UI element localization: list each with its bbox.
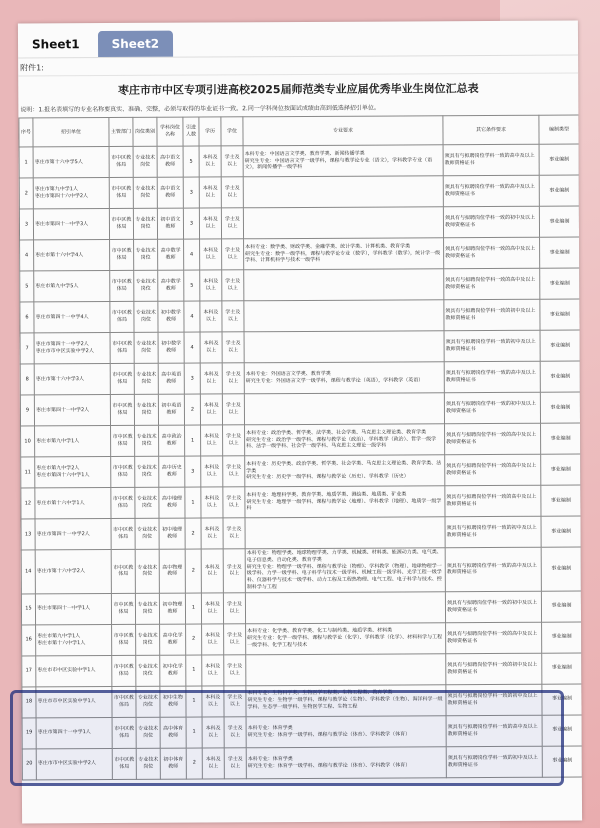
cell-degree: 学士及以上 — [223, 518, 245, 549]
cell-department: 市中区教体局 — [110, 394, 134, 425]
cell-education: 本科及以上 — [202, 623, 224, 654]
cell-department: 市中区教体局 — [111, 593, 135, 624]
cell-other: 须具有与拟聘岗位学科一致的高中及以上教师资格证书 — [444, 268, 540, 300]
cell-other: 须具有与拟聘岗位学科一致的初中及以上教师资格证书 — [445, 591, 541, 623]
cell-staffing: 事业编制 — [542, 715, 582, 746]
cell-department: 市中区教体局 — [111, 456, 135, 487]
cell-education: 本科及以上 — [200, 394, 222, 425]
cell-count: 2 — [186, 624, 202, 655]
cell-staffing: 事业编制 — [542, 622, 582, 653]
cell-count: 1 — [185, 425, 201, 456]
tab-sheet1[interactable]: Sheet1 — [31, 37, 80, 52]
cell-major — [245, 517, 445, 549]
cell-post-type: 专业技术岗位 — [136, 655, 160, 686]
cell-degree: 学士及以上 — [224, 685, 246, 716]
header-subject: 学科岗位名称 — [157, 117, 183, 146]
positions-table — [18, 115, 582, 780]
cell-degree: 学士及以上 — [222, 363, 244, 394]
cell-major — [244, 393, 444, 425]
cell-other: 须具有与拟聘岗位学科一致的高中及以上教师资格证书 — [444, 361, 540, 393]
table-row — [21, 423, 581, 457]
cell-other: 须具有与拟聘岗位学科一致的高中及以上教师资格证书 — [443, 175, 539, 207]
cell-other: 须具有与拟聘岗位学科一致的初中及以上教师资格证书 — [444, 299, 540, 331]
table-row — [19, 175, 579, 209]
cell-post-type: 专业技术岗位 — [136, 686, 160, 717]
cell-major: 本科专业：化学类、教育学类、化工与制药类、地质学类、材料类 研究生专业：化学一级学科、课程与教学论（化学）、学科教学（化学）、材料科学与工程一级学科、化学工程与技术 — [246, 622, 446, 654]
cell-major: 本科专业：外国语言文学类、教育学类 研究生专业：外国语言文学一级学科，课程与教学论（英语），学科教学（英语） — [244, 362, 444, 394]
table-row — [22, 746, 582, 780]
cell-staffing: 事业编制 — [542, 746, 582, 777]
cell-degree: 学士及以上 — [223, 487, 245, 518]
cell-other: 须具有与拟聘岗位学科一致的初中及以上教师资格证书 — [443, 206, 539, 238]
cell-major: 本科专业：体育学类 研究生专业：体育学一级学科、课程与教学论（体育）、学科教学（体育） — [246, 715, 446, 747]
cell-index: 5 — [20, 271, 34, 302]
cell-degree: 学士及以上 — [223, 549, 245, 593]
cell-unit: 枣庄市第九中学5人 — [34, 270, 110, 301]
header-other: 其它条件要求 — [443, 115, 539, 145]
table-row — [21, 547, 581, 593]
cell-post-type: 专业技术岗位 — [134, 301, 158, 332]
cell-subject: 初中地理教师 — [159, 518, 185, 549]
cell-other: 须具有与拟聘岗位学科一致的初中及以上教师资格证书 — [446, 746, 542, 778]
cell-degree: 学士及以上 — [224, 623, 246, 654]
cell-major: 本科专业：地理科学类、教育学类、地质学类、测绘类、地质类、矿业类 研究生专业：地理学一级学科、课程与教学论（地理）、学科教学（地理）、地质学一级学科 — [245, 486, 445, 518]
cell-index: 7 — [20, 333, 34, 364]
cell-degree: 学士及以上 — [224, 716, 246, 747]
cell-index: 18 — [22, 686, 36, 717]
cell-count: 4 — [184, 332, 200, 363]
cell-other: 须具有与拟聘岗位学科一致的初中及以上教师资格证书 — [445, 516, 541, 548]
cell-count: 5 — [183, 146, 199, 177]
cell-degree: 学士及以上 — [222, 332, 244, 363]
cell-count: 3 — [184, 363, 200, 394]
cell-staffing: 事业编制 — [541, 516, 581, 547]
cell-education: 本科及以上 — [199, 146, 221, 177]
cell-subject: 高中地理教师 — [159, 487, 185, 518]
cell-subject: 初中生物教师 — [160, 686, 186, 717]
cell-count: 1 — [186, 717, 202, 748]
cell-unit: 枣庄市第四十一中学2人 枣庄市市中区实验中学2人 — [34, 332, 110, 363]
cell-department: 市中区教体局 — [112, 655, 136, 686]
header-post-type: 岗位类别 — [133, 117, 157, 146]
cell-degree: 学士及以上 — [221, 208, 243, 239]
cell-major — [244, 331, 444, 363]
cell-subject: 初中体育教师 — [160, 748, 186, 779]
cell-department: 市中区教体局 — [109, 208, 133, 239]
cell-major: 本科专业：体育学类 研究生专业：体育学一级学科、课程与教学论（体育）、学科教学（体育） — [246, 746, 446, 778]
cell-staffing: 事业编制 — [541, 454, 581, 485]
cell-subject: 高中数学教师 — [158, 270, 184, 301]
header-major: 专业要求 — [243, 116, 443, 146]
cell-subject: 初中数学教师 — [158, 332, 184, 363]
cell-unit: 枣庄市第四十一中学1人 — [36, 717, 112, 748]
cell-department: 市中区教体局 — [112, 686, 136, 717]
cell-education: 本科及以上 — [201, 487, 223, 518]
header-index: 序号 — [19, 118, 33, 147]
cell-post-type: 专业技术岗位 — [134, 363, 158, 394]
cell-subject: 高中物理教师 — [159, 549, 185, 593]
cell-staffing: 事业编制 — [539, 175, 579, 206]
header-staffing: 编制类型 — [539, 115, 579, 144]
cell-other: 须具有与拟聘岗位学科一致的初中及以上教师资格证书 — [444, 392, 540, 424]
cell-count: 4 — [184, 239, 200, 270]
cell-department: 市中区教体局 — [111, 549, 135, 593]
cell-index: 15 — [21, 593, 35, 624]
cell-degree: 学士及以上 — [221, 146, 243, 177]
table-row — [20, 237, 580, 271]
sheet-tabs — [18, 21, 578, 59]
cell-department: 市中区教体局 — [112, 624, 136, 655]
cell-subject: 初中语文教师 — [157, 208, 183, 239]
cell-degree: 学士及以上 — [224, 747, 246, 778]
cell-department: 市中区教体局 — [110, 301, 134, 332]
cell-education: 本科及以上 — [199, 177, 221, 208]
cell-unit: 枣庄市第九中学1人 枣庄市第十六中学1人 — [36, 624, 112, 655]
table-row — [21, 591, 581, 625]
cell-education: 本科及以上 — [200, 270, 222, 301]
cell-post-type: 专业技术岗位 — [135, 549, 159, 593]
table-row — [21, 516, 581, 550]
cell-education: 本科及以上 — [201, 456, 223, 487]
cell-education: 本科及以上 — [201, 425, 223, 456]
cell-index: 10 — [21, 426, 35, 457]
cell-major — [246, 653, 446, 685]
cell-staffing: 事业编制 — [540, 330, 580, 361]
cell-count: 1 — [185, 593, 201, 624]
table-row — [21, 485, 581, 519]
cell-department: 市中区教体局 — [110, 239, 134, 270]
cell-major — [245, 591, 445, 623]
cell-major — [244, 300, 444, 332]
cell-unit: 枣庄市第九中学2人 枣庄市第四十六中学1人 — [35, 456, 111, 487]
cell-staffing: 事业编制 — [541, 547, 581, 591]
cell-subject: 高中语文教师 — [157, 177, 183, 208]
cell-major — [243, 207, 443, 239]
cell-unit: 枣庄市第九中学1人 — [35, 425, 111, 456]
cell-index: 13 — [21, 519, 35, 550]
tab-sheet2[interactable]: Sheet2 — [98, 31, 174, 57]
cell-other: 须具有与拟聘岗位学科一致的高中及以上教师资格证书 — [445, 454, 541, 486]
cell-count: 3 — [183, 208, 199, 239]
cell-index: 9 — [20, 395, 34, 426]
cell-staffing: 事业编制 — [540, 237, 580, 268]
cell-subject: 高中数学教师 — [158, 239, 184, 270]
cell-other: 须具有与拟聘岗位学科一致的高中及以上教师资格证书 — [443, 144, 539, 176]
cell-staffing: 事业编制 — [540, 361, 580, 392]
cell-major — [243, 176, 443, 208]
cell-count: 4 — [184, 301, 200, 332]
cell-count: 3 — [185, 456, 201, 487]
cell-unit: 枣庄市市中区实验中学1人 — [36, 686, 112, 717]
cell-department: 市中区教体局 — [112, 748, 136, 779]
cell-staffing: 事业编制 — [541, 485, 581, 516]
cell-education: 本科及以上 — [200, 301, 222, 332]
cell-post-type: 专业技术岗位 — [136, 624, 160, 655]
cell-post-type: 专业技术岗位 — [134, 270, 158, 301]
cell-post-type: 专业技术岗位 — [134, 332, 158, 363]
cell-unit: 枣庄市市中区实验中学1人 — [36, 655, 112, 686]
header-department: 主管部门 — [109, 117, 133, 146]
cell-education: 本科及以上 — [201, 518, 223, 549]
cell-staffing: 事业编制 — [540, 268, 580, 299]
cell-post-type: 专业技术岗位 — [135, 518, 159, 549]
cell-department: 市中区教体局 — [110, 270, 134, 301]
cell-other: 须具有与拟聘岗位学科一致的初中及以上教师资格证书 — [444, 330, 540, 362]
cell-degree: 学士及以上 — [223, 456, 245, 487]
cell-degree: 学士及以上 — [222, 239, 244, 270]
cell-degree: 学士及以上 — [222, 270, 244, 301]
cell-count: 1 — [186, 655, 202, 686]
cell-subject: 高中体育教师 — [160, 717, 186, 748]
table-row — [20, 330, 580, 364]
cell-unit: 枣庄市第十六中学2人 — [35, 549, 111, 593]
cell-major: 本科专业：历史学类、政治学类、哲学类、社会学类、马克思主义理论类、教育学类、法学类 研究生专业：历史学一级学科、课程与教学论（历史）、学科教学（历史） — [245, 455, 445, 487]
cell-degree: 学士及以上 — [223, 592, 245, 623]
header-unit: 招引单位 — [33, 117, 109, 146]
cell-education: 本科及以上 — [200, 239, 222, 270]
cell-other: 须具有与拟聘岗位学科一致的高中及以上教师资格证书 — [444, 237, 540, 269]
cell-unit: 枣庄市第四十一中学1人 — [35, 593, 111, 624]
cell-count: 2 — [184, 394, 200, 425]
cell-unit: 枣庄市第十六中学5人 — [33, 146, 109, 177]
cell-subject: 初中英语教师 — [158, 394, 184, 425]
cell-unit: 枣庄市第四十一中学2人 — [34, 394, 110, 425]
cell-degree: 学士及以上 — [222, 301, 244, 332]
header-education: 学历 — [199, 117, 221, 146]
cell-count: 5 — [184, 270, 200, 301]
cell-other: 须具有与拟聘岗位学科一致的高中及以上教师资格证书 — [446, 715, 542, 747]
table-row — [21, 454, 581, 488]
cell-education: 本科及以上 — [202, 654, 224, 685]
cell-staffing: 事业编制 — [540, 299, 580, 330]
cell-education: 本科及以上 — [202, 685, 224, 716]
cell-department: 市中区教体局 — [110, 332, 134, 363]
cell-post-type: 专业技术岗位 — [135, 487, 159, 518]
cell-major: 本科专业：数学类、财政学类、金融学类、统计学类、计算机类、教育学类 研究生专业：数学一级学科，课程与教学论专业（数学），学科教学（数学），统计学一级学科、计算机科学与技术一级学科 — [244, 238, 444, 270]
cell-other: 须具有与拟聘岗位学科一致的高中及以上教师资格证书 — [445, 547, 541, 591]
cell-post-type: 专业技术岗位 — [133, 208, 157, 239]
cell-index: 16 — [22, 624, 36, 655]
cell-post-type: 专业技术岗位 — [135, 593, 159, 624]
cell-education: 本科及以上 — [202, 716, 224, 747]
cell-education: 本科及以上 — [201, 549, 223, 593]
cell-unit: 枣庄市第十六中学1人 — [35, 487, 111, 518]
cell-subject: 高中化学教师 — [160, 624, 186, 655]
cell-other: 须具有与拟聘岗位学科一致的高中及以上教师资格证书 — [445, 423, 541, 455]
cell-major: 本科专业：生物科学类、生物医学工程类、生物工程类、教育学类 研究生专业：生物学一级学科、课程与教学论（生物）、学科教学（生物）、海洋科学一级学科、生态学一级学科、生物医学工程、生物工程 — [246, 684, 446, 716]
cell-major: 本科专业：中国语言文学类、教育学类、新闻传播学类 研究生专业：中国语言文学一级学科，课程与教学论专业（语文），学科教学专业（语文），新闻传播学一级学科 — [243, 145, 443, 177]
cell-major: 本科专业：政治学类、哲学类、法学类、社会学类、马克思主义理论类、教育学类 研究生专业：政治学一级学科、课程与教学论（政治）、学科教学（政治）、哲学一级学科、法学一级学科、社会学一级学科、马克思主义理论一级学科 — [245, 424, 445, 456]
instruction-note: 说明：1.报名表填写的专业名称要真实、准确、完整，必须与取得的毕业证书一致。2.同一学科岗位按面试成绩由高到低选择招引单位。 — [20, 104, 380, 114]
cell-staffing: 事业编制 — [541, 423, 581, 454]
cell-education: 本科及以上 — [201, 592, 223, 623]
cell-unit: 枣庄市第四十一中学4人 — [34, 301, 110, 332]
cell-count: 1 — [185, 487, 201, 518]
cell-subject: 高中政治教师 — [159, 425, 185, 456]
page-title: 枣庄市市中区专项引进高校2025届师范类专业应届优秀毕业生岗位汇总表 — [117, 82, 479, 97]
cell-department: 市中区教体局 — [111, 425, 135, 456]
cell-staffing: 事业编制 — [540, 392, 580, 423]
table-row — [22, 715, 582, 749]
cell-post-type: 专业技术岗位 — [133, 177, 157, 208]
cell-staffing: 事业编制 — [539, 144, 579, 175]
cell-education: 本科及以上 — [200, 332, 222, 363]
table-row — [22, 684, 582, 718]
cell-degree: 学士及以上 — [222, 394, 244, 425]
cell-index: 6 — [20, 302, 34, 333]
cell-department: 市中区教体局 — [111, 487, 135, 518]
cell-subject: 高中历史教师 — [159, 456, 185, 487]
cell-post-type: 专业技术岗位 — [136, 748, 160, 779]
cell-index: 1 — [19, 147, 33, 178]
table-row — [19, 206, 579, 240]
cell-major — [244, 269, 444, 301]
cell-education: 本科及以上 — [200, 363, 222, 394]
cell-post-type: 专业技术岗位 — [133, 146, 157, 177]
cell-department: 市中区教体局 — [111, 518, 135, 549]
cell-subject: 初中数学教师 — [158, 301, 184, 332]
cell-department: 市中区教体局 — [112, 717, 136, 748]
table-row — [22, 622, 582, 656]
cell-count: 3 — [183, 177, 199, 208]
cell-index: 3 — [19, 209, 33, 240]
table-row — [22, 653, 582, 687]
cell-index: 2 — [19, 178, 33, 209]
cell-degree: 学士及以上 — [224, 654, 246, 685]
cell-department: 市中区教体局 — [110, 363, 134, 394]
header-degree: 学位 — [221, 117, 243, 146]
cell-unit: 枣庄市第十六中学3人 — [34, 363, 110, 394]
table-row — [20, 392, 580, 426]
cell-subject: 初中物理教师 — [159, 593, 185, 624]
table-row — [20, 361, 580, 395]
table-row — [19, 144, 579, 178]
cell-department: 市中区教体局 — [109, 146, 133, 177]
cell-post-type: 专业技术岗位 — [134, 239, 158, 270]
cell-unit: 枣庄市第十六中学4人 — [34, 239, 110, 270]
cell-index: 17 — [22, 655, 36, 686]
cell-degree: 学士及以上 — [221, 177, 243, 208]
table-header-row — [19, 115, 579, 147]
cell-education: 本科及以上 — [199, 208, 221, 239]
cell-degree: 学士及以上 — [223, 425, 245, 456]
cell-unit: 枣庄市市中区实验中学2人 — [36, 748, 112, 779]
cell-education: 本科及以上 — [202, 747, 224, 778]
cell-count: 2 — [185, 518, 201, 549]
cell-count: 1 — [186, 686, 202, 717]
cell-index: 11 — [21, 457, 35, 488]
cell-staffing: 事业编制 — [542, 653, 582, 684]
cell-post-type: 专业技术岗位 — [135, 456, 159, 487]
attachment-label: 附件1: — [18, 56, 578, 77]
cell-unit: 枣庄市第四十一中学3人 — [33, 208, 109, 239]
cell-staffing: 事业编制 — [539, 206, 579, 237]
cell-other: 须具有与拟聘岗位学科一致的初中及以上教师资格证书 — [446, 684, 542, 716]
header-count: 引进人数 — [183, 117, 199, 146]
cell-subject: 初中化学教师 — [160, 655, 186, 686]
cell-other: 须具有与拟聘岗位学科一致的高中及以上教师资格证书 — [445, 485, 541, 517]
cell-index: 4 — [20, 240, 34, 271]
cell-major: 本科专业：物理学类、地球物理学类、力学类、机械类、材料类、能源动力类、电气类、电子信息类、自动化类、教育学类 研究生专业：物理学一级学科、课程与教学论（物理）、学科教学（物理）、地球物理学一级学科、力学一级学科、电子科学与技术一级学科、机械工程一级学科、光学工程一级学科、仪器科学与技术一级学科、动力工程及工程热物理、电气工程、电子科学与技术、控制科学与工程 — [245, 548, 445, 593]
cell-subject: 高中英语教师 — [158, 363, 184, 394]
cell-other: 须具有与拟聘岗位学科一致的初中及以上教师资格证书 — [446, 653, 542, 685]
cell-index: 12 — [21, 488, 35, 519]
spreadsheet-printout — [18, 21, 582, 824]
cell-post-type: 专业技术岗位 — [136, 717, 160, 748]
cell-post-type: 专业技术岗位 — [135, 425, 159, 456]
cell-index: 8 — [20, 364, 34, 395]
cell-unit: 枣庄市第四十一中学2人 — [35, 518, 111, 549]
table-row — [20, 268, 580, 302]
table-row — [20, 299, 580, 333]
cell-staffing: 事业编制 — [542, 684, 582, 715]
cell-index: 14 — [21, 550, 35, 594]
cell-index: 19 — [22, 717, 36, 748]
cell-post-type: 专业技术岗位 — [134, 394, 158, 425]
cell-index: 20 — [22, 748, 36, 779]
cell-other: 须具有与拟聘岗位学科一致的高中及以上教师资格证书 — [446, 622, 542, 654]
cell-count: 2 — [186, 748, 202, 779]
cell-staffing: 事业编制 — [541, 591, 581, 622]
cell-count: 2 — [185, 549, 201, 593]
cell-department: 市中区教体局 — [109, 177, 133, 208]
cell-unit: 枣庄市第九中学1人 枣庄市第四十六中学2人 — [33, 177, 109, 208]
cell-subject: 高中语文教师 — [157, 146, 183, 177]
